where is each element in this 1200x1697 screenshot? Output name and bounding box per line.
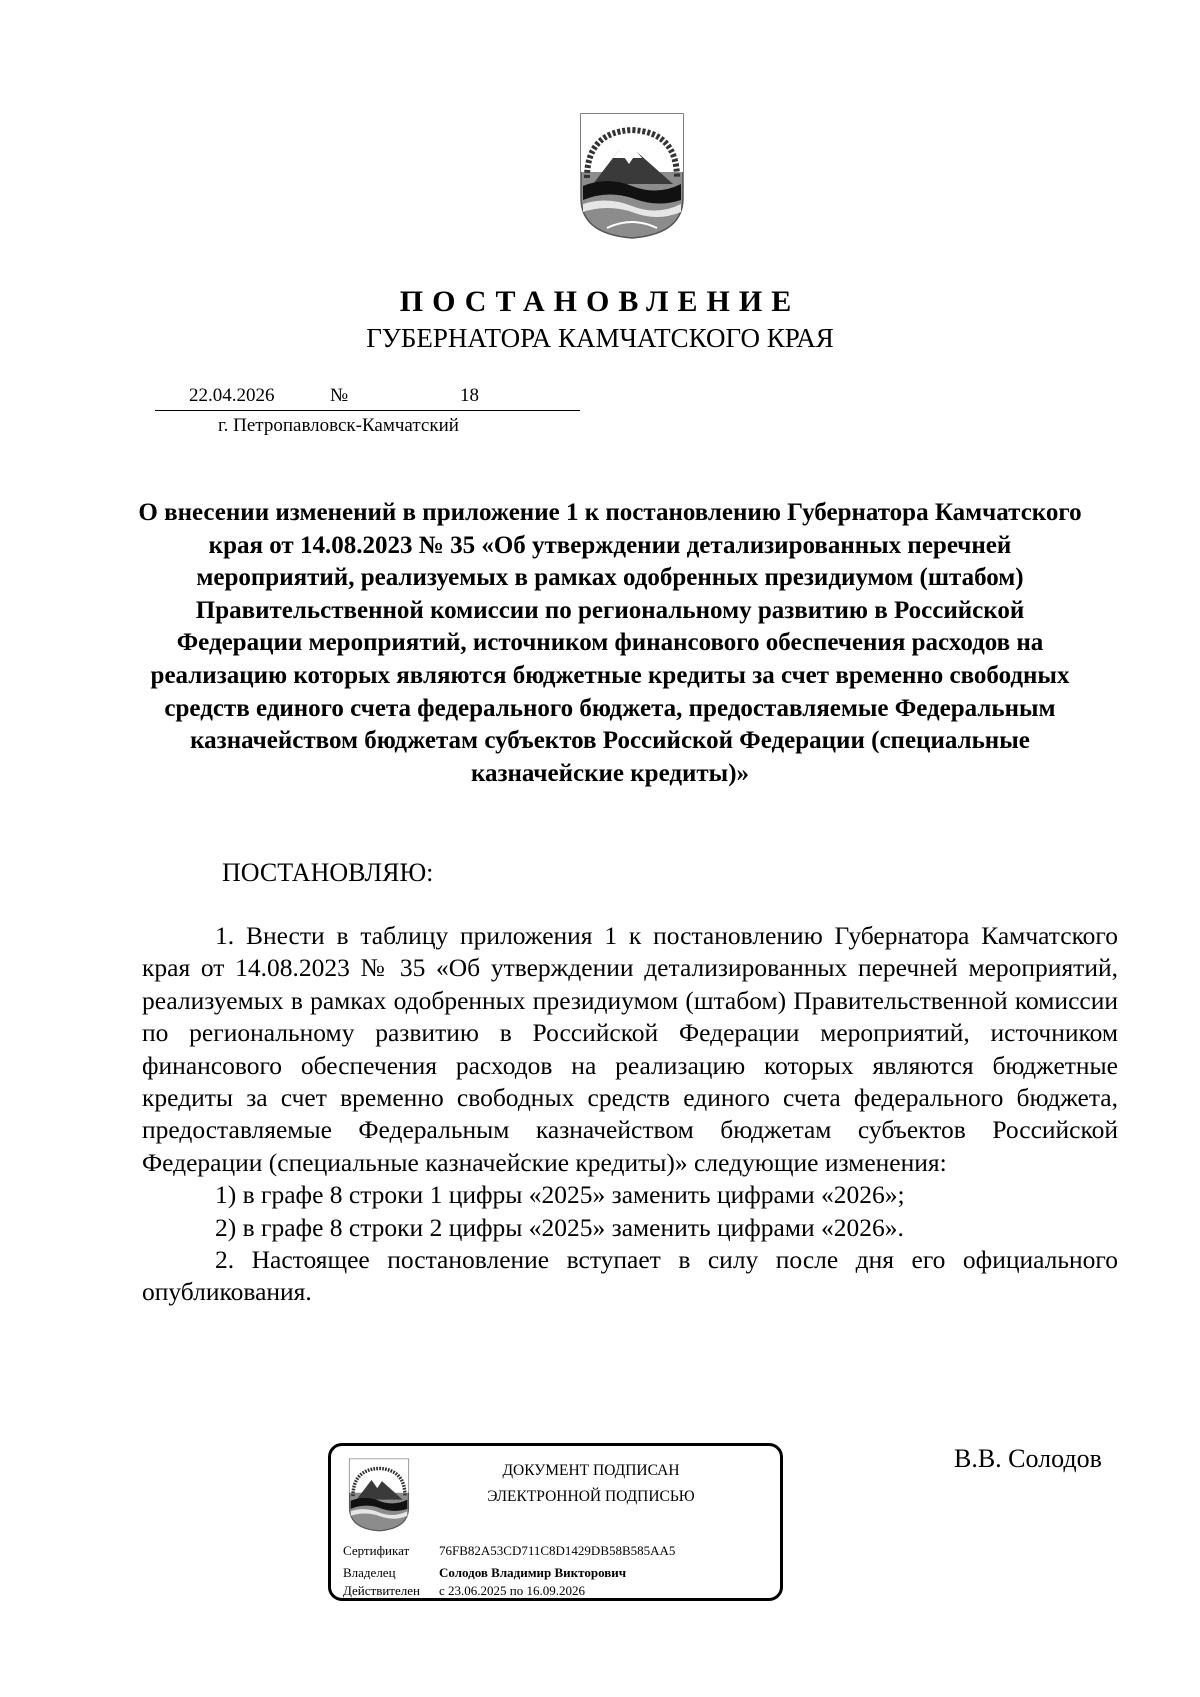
document-type: ПОСТАНОВЛЕНИЕ [399,285,801,318]
body-paragraph: 2. Настоящее постановление вступает в силу после дня его официального опубликования. [142,1245,1118,1307]
validity-label: Действителен [343,1583,420,1598]
document-date: 22.04.2026 [189,385,275,406]
document-body [142,920,1118,1309]
issuer-title: ГУБЕРНАТОРА КАМЧАТСКОГО КРАЯ [366,323,834,353]
stamp-line-1: ДОКУМЕНТ ПОДПИСАН [502,1462,680,1479]
certificate-label: Сертификат [343,1543,410,1558]
validity-row [343,1582,585,1600]
city: г. Петропавловск-Камчатский [218,415,459,436]
owner-row [343,1564,626,1582]
decree-word: ПОСТАНОВЛЯЮ: [222,858,434,887]
validity-value: с 23.06.2025 по 16.09.2026 [439,1583,585,1598]
certificate-value: 76FB82A53CD711C8D1429DB58B585AA5 [439,1543,676,1558]
coat-of-arms-icon [577,112,687,240]
date-number-line [155,382,580,411]
body-paragraph: 1) в графе 8 строки 1 цифры «2025» заменить цифрами «2026»; [215,1180,905,1210]
document-number: 18 [460,385,479,406]
number-sign: № [330,385,349,406]
body-paragraph: 1. Внести в таблицу приложения 1 к постановлению Губернатора Камчатского края от 14.08.2023 № 35 «Об утверждении детализированных перечней мероприятий, реализуемых в рамках одобренных президиумом (штабом) Правительственной комиссии по региональному развитию в Российской Федерации мероприятий, источником финансового обеспечения расходов на реализацию которых являются бюджетные кредиты за счет временно свободных средств единого счета федерального бюджета, предоставляемые Федеральным казначейством бюджетам субъектов Российской Федерации (специальные казначейские кредиты)» следующие изменения: [142,921,1118,1177]
electronic-signature-stamp [328,1443,783,1601]
owner-label: Владелец [343,1565,396,1580]
signer-name: В.В. Солодов [954,1444,1102,1473]
body-paragraph: 2) в графе 8 строки 2 цифры «2025» заменить цифрами «2026». [215,1212,904,1242]
stamp-line-2: ЭЛЕКТРОННОЙ ПОДПИСЬЮ [487,1488,695,1505]
document-title: О внесении изменений в приложение 1 к постановлению Губернатора Камчатского края от 14.08.2023 № 35 «Об утверждении детализированных перечней мероприятий, реализуемых в рамках одобренных президиумом (штабом) Правительственной комиссии по региональному развитию в Российской Федерации мероприятий, источником финансового обеспечения расходов на реализацию которых являются бюджетные кредиты за счет временно свободных средств единого счета федерального бюджета, предоставляемые Федеральным казначейством бюджетам субъектов Российской Федерации (специальные казначейские кредиты)» [138,499,1082,787]
stamp-heading [421,1458,761,1510]
coat-of-arms-icon [347,1458,411,1532]
owner-value: Солодов Владимир Викторович [439,1565,627,1580]
certificate-row [343,1542,675,1560]
